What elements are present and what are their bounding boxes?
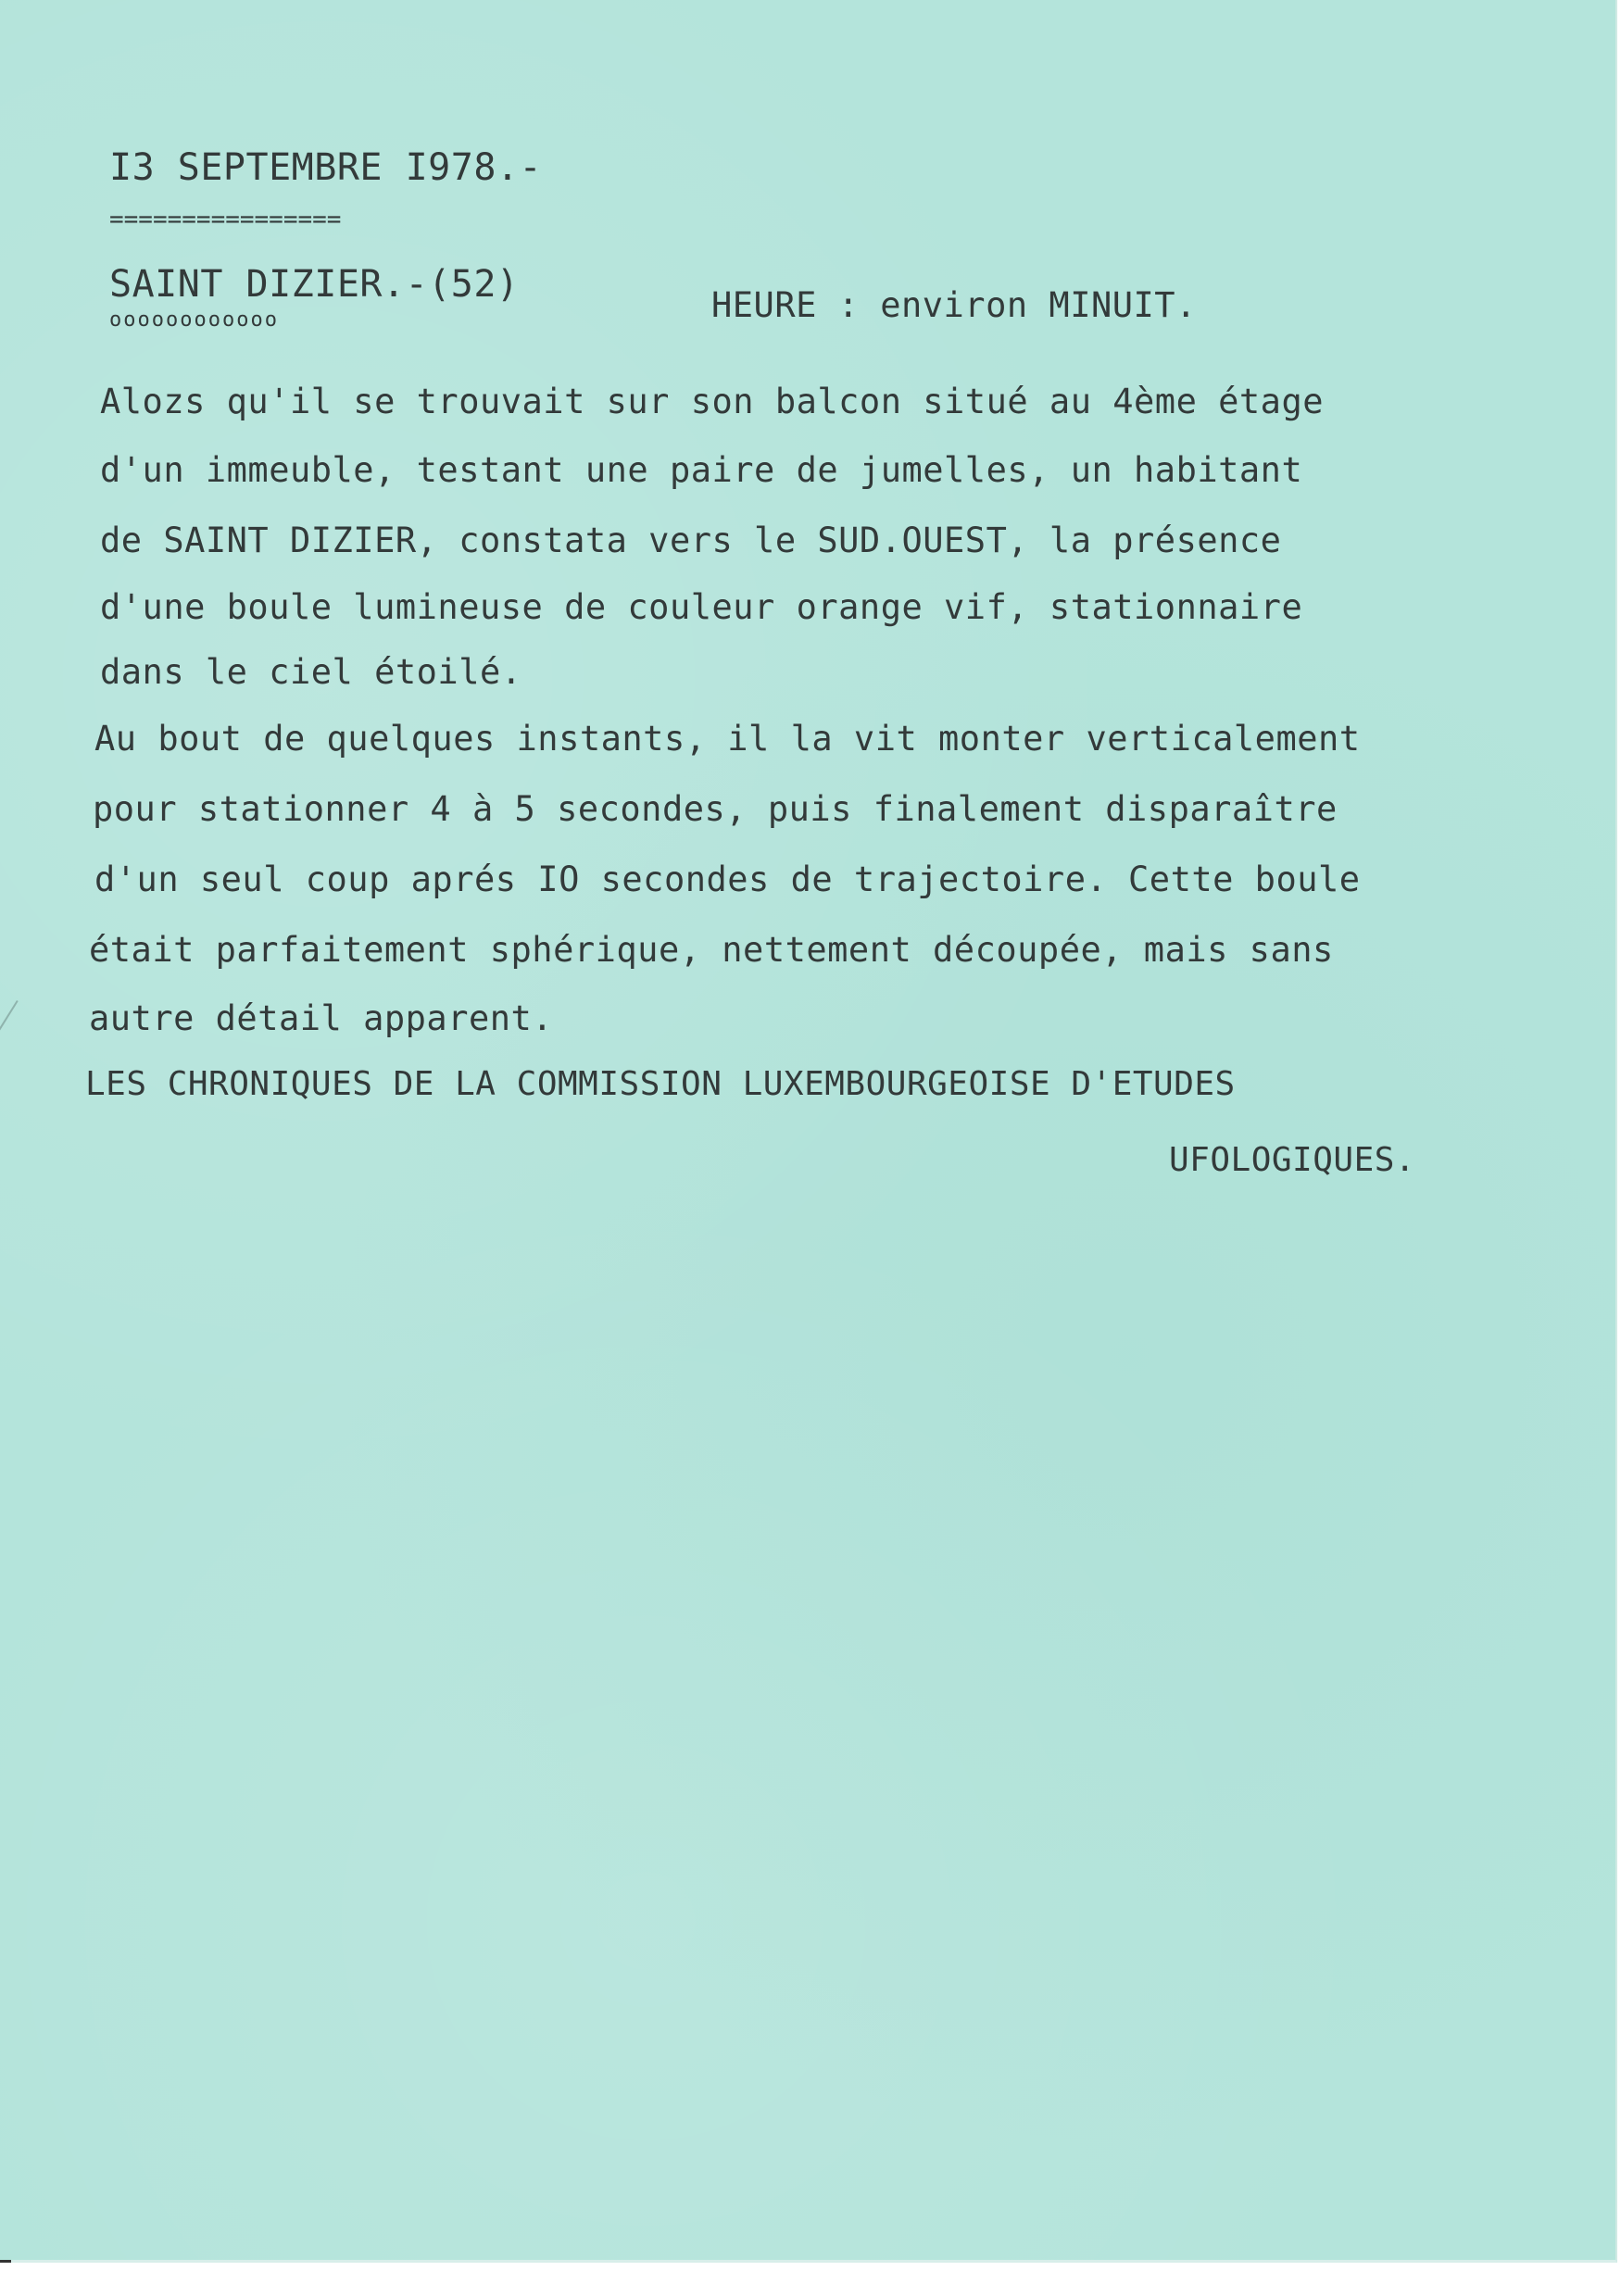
source-line-2: UFOLOGIQUES. [1169, 1141, 1416, 1179]
body-line: pour stationner 4 à 5 secondes, puis finalement disparaître [93, 789, 1338, 829]
time-line: HEURE : environ MINUIT. [711, 285, 1197, 325]
body-line: Alozs qu'il se trouvait sur son balcon situé au 4ème étage [100, 382, 1325, 421]
body-line: dans le ciel étoilé. [100, 652, 522, 692]
margin-pen-mark [0, 1000, 19, 1111]
body-line: d'un immeuble, testant une paire de jumelles, un habitant [100, 450, 1303, 490]
date-underline: ================ [109, 206, 342, 233]
body-line: de SAINT DIZIER, constata vers le SUD.OUEST, la présence [100, 521, 1282, 560]
date-title: I3 SEPTEMBRE I978.- [109, 146, 543, 189]
body-line: Au bout de quelques instants, il la vit monter verticalement [94, 719, 1361, 759]
body-line: d'une boule lumineuse de couleur orange vif, stationnaire [100, 587, 1303, 627]
edge-mark [0, 2260, 11, 2263]
source-line-1: LES CHRONIQUES DE LA COMMISSION LUXEMBOURGEOISE D'ETUDES [85, 1065, 1236, 1103]
location-title: SAINT DIZIER.-(52) [109, 263, 520, 306]
body-line: autre détail apparent. [89, 998, 554, 1038]
body-line: d'un seul coup aprés IO secondes de trajectoire. Cette boule [94, 859, 1361, 899]
body-line: était parfaitement sphérique, nettement découpée, mais sans [89, 930, 1334, 970]
location-underline: oooooooooooo [109, 308, 279, 332]
